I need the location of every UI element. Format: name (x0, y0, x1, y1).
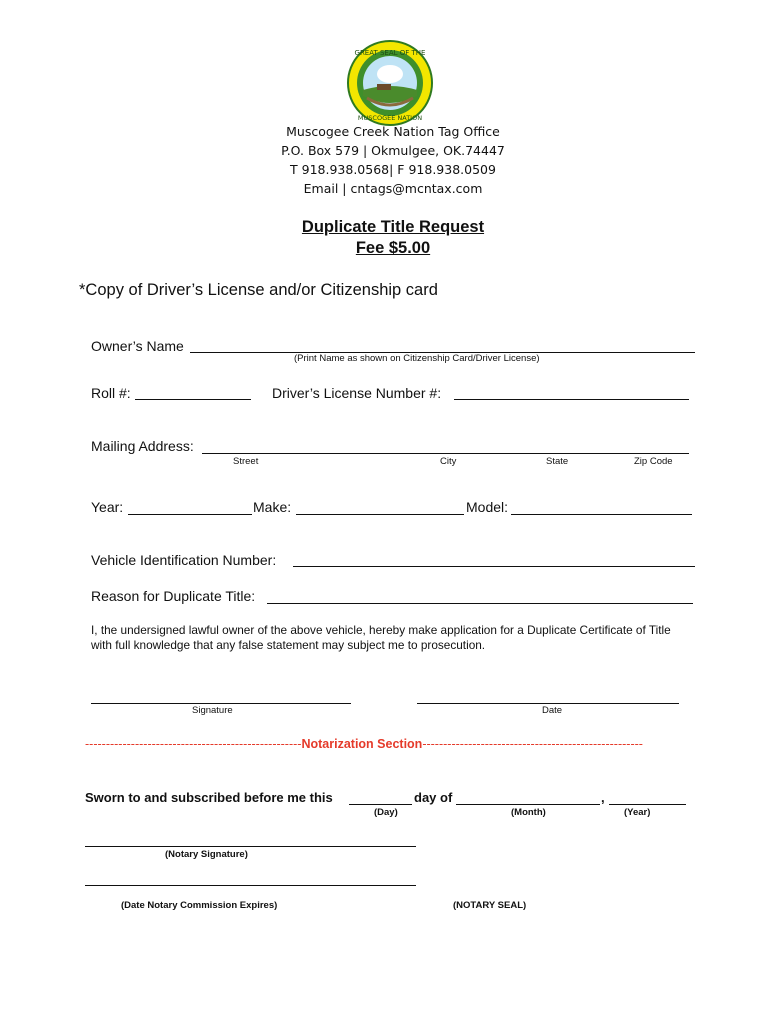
org-phone-fax: T 918.938.0568| F 918.938.0509 (290, 162, 496, 177)
reason-field[interactable] (267, 603, 693, 604)
org-name: Muscogee Creek Nation Tag Office (286, 124, 500, 139)
svg-text:MUSCOGEE NATION: MUSCOGEE NATION (357, 114, 423, 122)
day-hint: (Day) (374, 807, 398, 818)
copy-note: *Copy of Driver’s License and/or Citizenship card (79, 281, 438, 299)
state-hint: State (546, 456, 569, 467)
model-label: Model: (466, 499, 509, 515)
notary-signature-field[interactable] (85, 846, 416, 847)
city-hint: City (440, 456, 457, 467)
notarization-divider (85, 735, 725, 753)
form-fee: Fee $5.00 (355, 239, 431, 257)
divider-dashes-left: ---------------------------------------------------- (85, 737, 302, 751)
make-label: Make: (253, 499, 292, 515)
drivers-license-field[interactable] (454, 399, 689, 400)
vin-field[interactable] (293, 566, 695, 567)
mailing-address-label: Mailing Address: (91, 438, 194, 454)
year-notary-field[interactable] (609, 804, 686, 805)
notary-signature-label: (Notary Signature) (165, 849, 248, 860)
signature-field[interactable] (91, 703, 351, 704)
zip-hint: Zip Code (634, 456, 673, 467)
year-hint: (Year) (624, 807, 651, 818)
make-field[interactable] (296, 514, 464, 515)
signature-label: Signature (192, 705, 233, 716)
street-hint: Street (233, 456, 259, 467)
year-label: Year: (91, 499, 124, 515)
date-label: Date (542, 705, 563, 716)
day-field[interactable] (349, 804, 412, 805)
owner-name-hint: (Print Name as shown on Citizenship Card/Driver License) (294, 353, 540, 364)
commission-expires-label: (Date Notary Commission Expires) (121, 900, 278, 911)
owner-statement: I, the undersigned lawful owner of the above vehicle, hereby make application for a Duplicate Certificate of Title with full knowledge that any false statement may subject me to prosecution. (91, 623, 671, 652)
mailing-address-field[interactable] (202, 453, 689, 454)
year-field[interactable] (128, 514, 252, 515)
model-field[interactable] (511, 514, 692, 515)
roll-label: Roll #: (91, 385, 131, 401)
org-email: Email | cntags@mcntax.com (303, 181, 483, 196)
notarization-section-title: Notarization Section (301, 737, 423, 751)
vin-label: Vehicle Identification Number: (91, 552, 277, 568)
notary-seal-label: (NOTARY SEAL) (453, 900, 527, 911)
reason-label: Reason for Duplicate Title: (91, 588, 256, 604)
org-address: P.O. Box 579 | Okmulgee, OK.74447 (281, 143, 505, 158)
month-field[interactable] (456, 804, 600, 805)
month-hint: (Month) (511, 807, 546, 818)
drivers-license-label: Driver’s License Number #: (272, 385, 442, 401)
comma-text: , (601, 790, 605, 805)
svg-text:GREAT SEAL OF THE: GREAT SEAL OF THE (354, 49, 426, 57)
day-of-text: day of (414, 790, 453, 805)
sworn-text: Sworn to and subscribed before me this (85, 790, 333, 805)
seal-logo (347, 40, 433, 126)
roll-field[interactable] (135, 399, 251, 400)
seal-icon (347, 40, 433, 126)
form-title: Duplicate Title Request (301, 218, 485, 236)
date-field[interactable] (417, 703, 679, 704)
owner-name-label: Owner’s Name (91, 338, 184, 354)
commission-expires-field[interactable] (85, 885, 416, 886)
divider-dashes-right: ----------------------------------------------------- (422, 737, 643, 751)
